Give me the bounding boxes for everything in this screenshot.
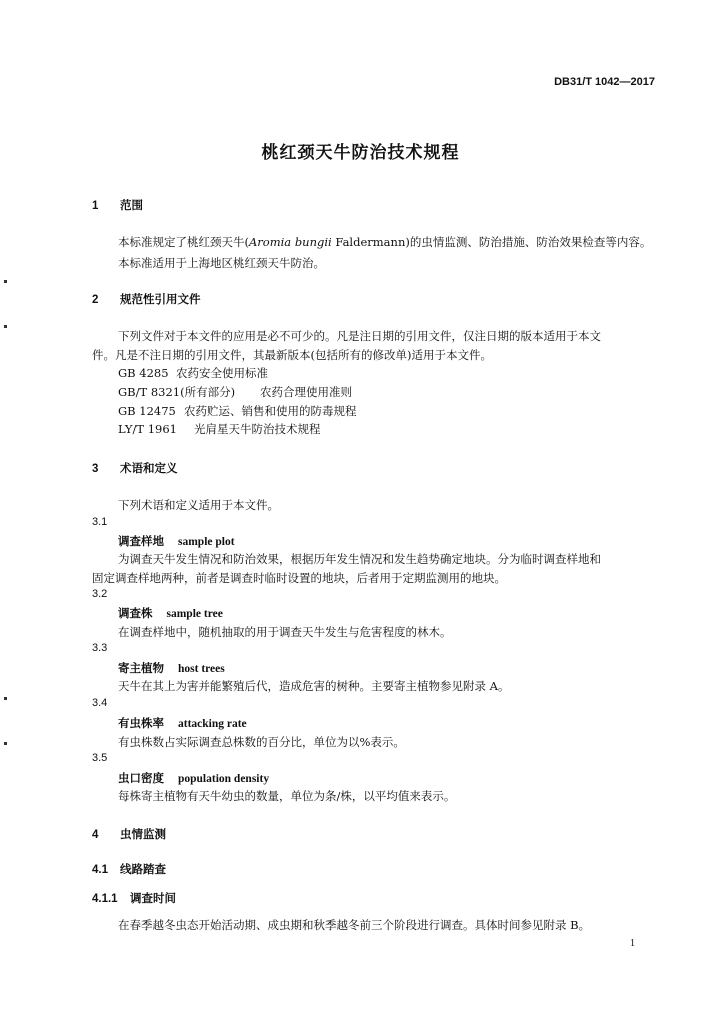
subsection-number: 4.1 <box>92 864 108 876</box>
margin-mark <box>4 325 7 328</box>
term-en: sample tree <box>166 608 223 620</box>
normative-ref-paragraph-line-2: 件。凡是不注日期的引用文件，其最新版本(包括所有的修改单)适用于本文件。 <box>92 348 492 362</box>
latin-name: Aromia bungii <box>249 235 332 249</box>
reference-code: GB/T 8321(所有部分) <box>118 385 236 399</box>
scope-paragraph-1 <box>118 234 651 250</box>
term-zh: 寄主植物 <box>118 661 164 675</box>
reference-name: 光肩星天牛防治技术规程 <box>194 422 321 436</box>
reference-item <box>118 384 352 400</box>
subsection-4-1-1-heading <box>92 890 176 906</box>
normative-ref-paragraph-line-1: 下列文件对于本文件的应用是必不可少的。凡是注日期的引用文件，仅注日期的版本适用于本文 <box>118 329 601 343</box>
reference-code: LY/T 1961 <box>118 422 177 436</box>
section-number: 3 <box>92 463 99 475</box>
margin-mark <box>4 697 7 700</box>
section-number: 4 <box>92 829 99 841</box>
term-number: 3.3 <box>92 642 108 654</box>
term-number: 3.2 <box>92 588 108 600</box>
subsection-number: 4.1.1 <box>92 893 118 905</box>
term-definition-continued: 固定调查样地两种，前者是调查时临时设置的地块，后者用于定期监测用的地块。 <box>92 571 506 585</box>
section-1-heading <box>92 197 143 213</box>
term-heading <box>118 660 225 676</box>
term-number: 3.4 <box>92 697 108 709</box>
term-definition: 有虫株数占实际调查总株数的百分比，单位为以%表示。 <box>118 735 405 749</box>
section-title: 虫情监测 <box>120 827 166 841</box>
term-en: attacking rate <box>178 718 247 730</box>
term-en: host trees <box>178 663 225 675</box>
scope-paragraph-2: 本标准适用于上海地区桃红颈天牛防治。 <box>118 256 325 270</box>
survey-time-paragraph: 在春季越冬虫态开始活动期、成虫期和秋季越冬前三个阶段进行调查。具体时间参见附录 B。 <box>118 918 591 932</box>
reference-name: 农药贮运、销售和使用的防毒规程 <box>184 404 357 418</box>
subsection-title: 调查时间 <box>130 891 176 905</box>
section-title: 规范性引用文件 <box>120 292 201 306</box>
term-zh: 虫口密度 <box>118 771 164 785</box>
margin-mark <box>4 280 7 283</box>
term-zh: 调查株 <box>118 606 153 620</box>
page-number: 1 <box>630 938 635 949</box>
section-number: 2 <box>92 294 99 306</box>
term-heading <box>118 605 223 621</box>
subsection-title: 线路踏查 <box>120 862 166 876</box>
term-heading <box>118 715 247 731</box>
section-title: 范围 <box>120 198 143 212</box>
reference-item <box>118 403 357 419</box>
document-title: 桃红颈天牛防治技术规程 <box>261 143 460 163</box>
term-number: 3.1 <box>92 516 108 528</box>
reference-name: 农药合理使用准则 <box>260 385 352 399</box>
section-number: 1 <box>92 200 99 212</box>
term-heading <box>118 770 269 786</box>
standard-number: DB31/T 1042—2017 <box>554 76 655 88</box>
term-en: population density <box>178 773 270 785</box>
reference-code: GB 4285 <box>118 366 169 380</box>
term-number: 3.5 <box>92 752 108 764</box>
reference-item <box>118 421 321 437</box>
term-zh: 有虫株率 <box>118 716 164 730</box>
section-4-heading <box>92 826 166 842</box>
term-definition: 在调查样地中，随机抽取的用于调查天牛发生与危害程度的林木。 <box>118 625 452 639</box>
term-definition: 为调查天牛发生情况和防治效果，根据历年发生情况和发生趋势确定地块。分为临时调查样地和 <box>118 552 601 566</box>
term-zh: 调查样地 <box>118 534 164 548</box>
margin-mark <box>4 742 7 745</box>
term-definition: 天牛在其上为害并能繁殖后代，造成危害的树种。主要寄主植物参见附录 A。 <box>118 679 510 693</box>
term-definition: 每株寄主植物有天牛幼虫的数量，单位为条/株，以平均值来表示。 <box>118 789 456 803</box>
section-2-heading <box>92 291 201 307</box>
reference-name: 农药安全使用标准 <box>176 366 268 380</box>
term-heading <box>118 533 235 549</box>
section-3-heading <box>92 460 178 476</box>
subsection-4-1-heading <box>92 861 166 877</box>
reference-code: GB 12475 <box>118 404 176 418</box>
text-run: 本标准规定了桃红颈天牛( <box>118 235 249 249</box>
term-en: sample plot <box>178 536 235 548</box>
text-run: Faldermann)的虫情监测、防治措施、防治效果检查等内容。 <box>331 235 652 249</box>
reference-item <box>118 365 268 381</box>
section-title: 术语和定义 <box>120 461 178 475</box>
terms-intro: 下列术语和定义适用于本文件。 <box>118 498 279 512</box>
